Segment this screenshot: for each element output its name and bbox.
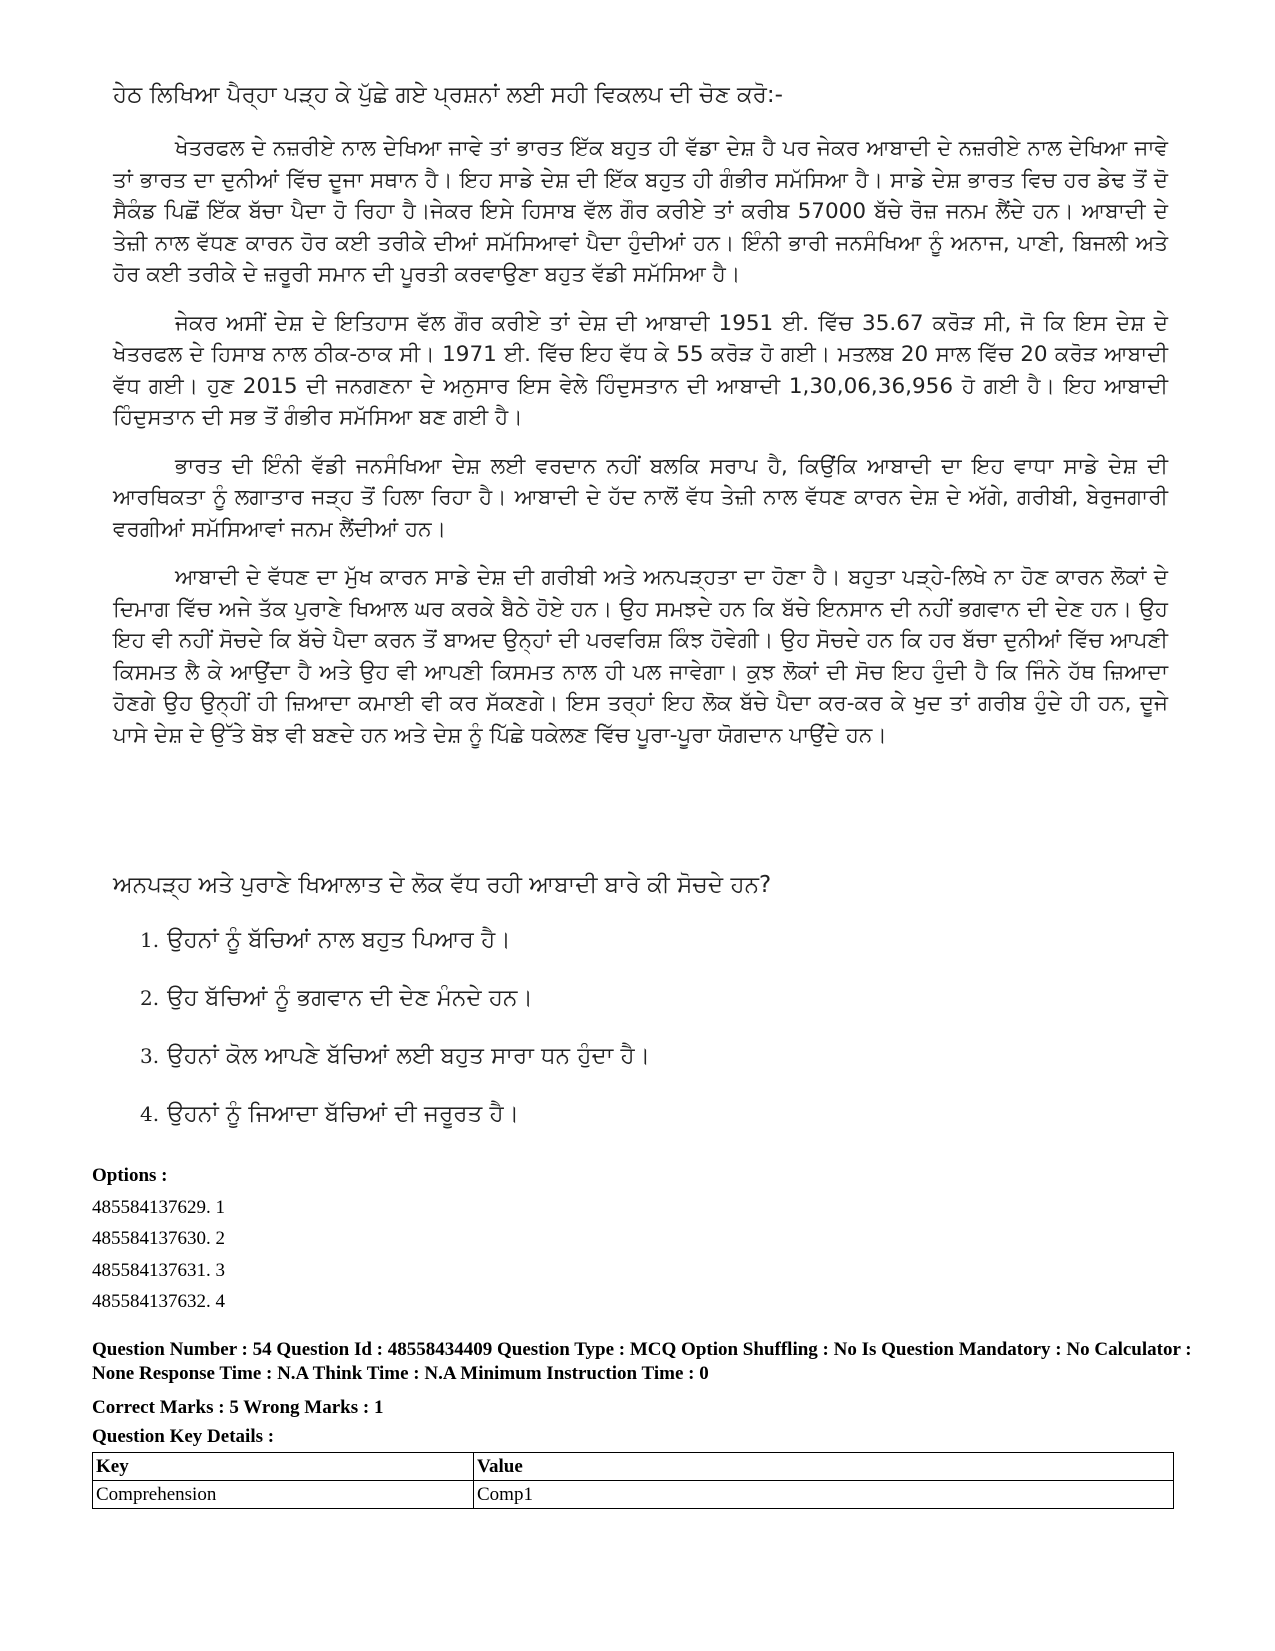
question-text: ਅਨਪੜ੍ਹ ਅਤੇ ਪੁਰਾਣੇ ਖਿਆਲਾਤ ਦੇ ਲੋਕ ਵੱਧ ਰਹੀ ਆਬਾਦੀ ਬਾਰੇ ਕੀ ਸੋਚਦੇ ਹਨ?: [113, 872, 772, 898]
options-block: [92, 1160, 225, 1318]
choice-item: [140, 983, 650, 1041]
instruction-text: ਹੇਠ ਲਿਖਿਆ ਪੈਰ੍ਹਾ ਪੜ੍ਹ ਕੇ ਪੁੱਛੇ ਗਏ ਪ੍ਰਸ਼ਨਾਂ ਲਈ ਸਹੀ ਵਿਕਲਪ ਦੀ ਚੋਣ ਕਰੋ:-: [113, 82, 783, 108]
choice-item: [140, 1041, 650, 1099]
choice-text: ਉਹਨਾਂ ਨੂੰ ਜਿਆਦਾ ਬੱਚਿਆਂ ਦੀ ਜਰੂਰਤ ਹੈ।: [167, 1101, 520, 1127]
marks-info: Correct Marks : 5 Wrong Marks : 1: [92, 1397, 384, 1418]
passage-paragraph-2: ਜੇਕਰ ਅਸੀਂ ਦੇਸ਼ ਦੇ ਇਤਿਹਾਸ ਵੱਲ ਗੌਰ ਕਰੀਏ ਤਾਂ ਦੇਸ਼ ਦੀ ਆਬਾਦੀ 1951 ਈ. ਵਿੱਚ 35.67 ਕਰੋੜ ਸੀ, ਜੋ ਕਿ ਇਸ ਦੇਸ਼ ਦੇ ਖੇਤਰਫਲ ਦੇ ਹਿਸਾਬ ਨਾਲ ਠੀਕ-ਠਾਕ ਸੀ। 1971 ਈ. ਵਿੱਚ ਇਹ ਵੱਧ ਕੇ 55 ਕਰੋੜ ਹੋ ਗਈ। ਮਤਲਬ 20 ਸਾਲ ਵਿੱਚ 20 ਕਰੋੜ ਆਬਾਦੀ ਵੱਧ ਗਈ। ਹੁਣ 2015 ਦੀ ਜਨਗਣਨਾ ਦੇ ਅਨੁਸਾਰ ਇਸ ਵੇਲੇ ਹਿੰਦੁਸਤਾਨ ਦੀ ਆਬਾਦੀ 1,30,06,36,956 ਹੋ ਗਈ ਹੈ। ਇਹ ਆਬਾਦੀ ਹਿੰਦੁਸਤਾਨ ਦੀ ਸਭ ਤੋਂ ਗੰਭੀਰ ਸਮੱਸਿਆ ਬਣ ਗਈ ਹੈ।: [113, 310, 1168, 430]
choice-number: 2.: [140, 986, 160, 1010]
table-header-row: [93, 1453, 1174, 1481]
header-key: Key: [93, 1453, 474, 1481]
key-details-label: Question Key Details :: [92, 1426, 275, 1447]
choice-number: 3.: [140, 1044, 160, 1068]
choice-number: 4.: [140, 1102, 160, 1126]
passage-paragraph-3: ਭਾਰਤ ਦੀ ਇੰਨੀ ਵੱਡੀ ਜਨਸੰਖਿਆ ਦੇਸ਼ ਲਈ ਵਰਦਾਨ ਨਹੀਂ ਬਲਕਿ ਸਰਾਪ ਹੈ, ਕਿਉਂਕਿ ਆਬਾਦੀ ਦਾ ਇਹ ਵਾਧਾ ਸਾਡੇ ਦੇਸ਼ ਦੀ ਆਰਥਿਕਤਾ ਨੂੰ ਲਗਾਤਾਰ ਜੜ੍ਹ ਤੋਂ ਹਿਲਾ ਰਿਹਾ ਹੈ। ਆਬਾਦੀ ਦੇ ਹੱਦ ਨਾਲੋਂ ਵੱਧ ਤੇਜ਼ੀ ਨਾਲ ਵੱਧਣ ਕਾਰਨ ਦੇਸ਼ ਦੇ ਅੱਗੇ, ਗਰੀਬੀ, ਬੇਰੁਜਗਾਰੀ ਵਰਗੀਆਂ ਸਮੱਸਿਆਵਾਂ ਜਨਮ ਲੈਂਦੀਆਂ ਹਨ।: [113, 453, 1168, 542]
answer-choices: [140, 925, 650, 1157]
header-value: Value: [474, 1453, 1174, 1481]
choice-item: [140, 1099, 650, 1157]
passage-paragraph-1: ਖੇਤਰਫਲ ਦੇ ਨਜ਼ਰੀਏ ਨਾਲ ਦੇਖਿਆ ਜਾਵੇ ਤਾਂ ਭਾਰਤ ਇੱਕ ਬਹੁਤ ਹੀ ਵੱਡਾ ਦੇਸ਼ ਹੈ ਪਰ ਜੇਕਰ ਆਬਾਦੀ ਦੇ ਨਜ਼ਰੀਏ ਨਾਲ ਦੇਖਿਆ ਜਾਵੇ ਤਾਂ ਭਾਰਤ ਦਾ ਦੁਨੀਆਂ ਵਿੱਚ ਦੂਜਾ ਸਥਾਨ ਹੈ। ਇਹ ਸਾਡੇ ਦੇਸ਼ ਦੀ ਇੱਕ ਬਹੁਤ ਹੀ ਗੰਭੀਰ ਸਮੱਸਿਆ ਹੈ। ਸਾਡੇ ਦੇਸ਼ ਭਾਰਤ ਵਿਚ ਹਰ ਡੇਢ ਤੋਂ ਦੋ ਸੈਕੰਡ ਪਿਛੋਂ ਇੱਕ ਬੱਚਾ ਪੈਦਾ ਹੋ ਰਿਹਾ ਹੈ।ਜੇਕਰ ਇਸੇ ਹਿਸਾਬ ਵੱਲ ਗੌਰ ਕਰੀਏ ਤਾਂ ਕਰੀਬ 57000 ਬੱਚੇ ਰੋਜ਼ ਜਨਮ ਲੈਂਦੇ ਹਨ। ਆਬਾਦੀ ਦੇ ਤੇਜ਼ੀ ਨਾਲ ਵੱਧਣ ਕਾਰਨ ਹੋਰ ਕਈ ਤਰੀਕੇ ਦੀਆਂ ਸਮੱਸਿਆਵਾਂ ਪੈਦਾ ਹੁੰਦੀਆਂ ਹਨ। ਇੰਨੀ ਭਾਰੀ ਜਨਸੰਖਿਆ ਨੂੰ ਅਨਾਜ, ਪਾਣੀ, ਬਿਜਲੀ ਅਤੇ ਹੋਰ ਕਈ ਤਰੀਕੇ ਦੇ ਜ਼ਰੂਰੀ ਸਮਾਨ ਦੀ ਪੂਰਤੀ ਕਰਵਾਉਣਾ ਬਹੁਤ ਵੱਡੀ ਸਮੱਸਿਆ ਹੈ।: [113, 136, 1168, 287]
table-row: [93, 1481, 1174, 1509]
options-label: Options :: [92, 1165, 168, 1186]
choice-item: [140, 925, 650, 983]
option-id-item: 485584137630. 2: [92, 1228, 225, 1249]
key-details-table: [92, 1452, 1174, 1509]
option-id-item: 485584137631. 3: [92, 1259, 225, 1281]
choice-number: 1.: [140, 928, 160, 952]
question-info: Question Number : 54 Question Id : 48558434409 Question Type : MCQ Option Shuffling : No Is Question Mandatory : No Calculator : None Response Time : N.A Think Time : N.A Minimum Instruction Time : 0: [92, 1339, 1192, 1384]
passage-paragraph-4: ਆਬਾਦੀ ਦੇ ਵੱਧਣ ਦਾ ਮੁੱਖ ਕਾਰਨ ਸਾਡੇ ਦੇਸ਼ ਦੀ ਗਰੀਬੀ ਅਤੇ ਅਨਪੜ੍ਹਤਾ ਦਾ ਹੋਣਾ ਹੈ। ਬਹੁਤਾ ਪੜ੍ਹੇ-ਲਿਖੇ ਨਾ ਹੋਣ ਕਾਰਨ ਲੋਕਾਂ ਦੇ ਦਿਮਾਗ ਵਿੱਚ ਅਜੇ ਤੱਕ ਪੁਰਾਣੇ ਖਿਆਲ ਘਰ ਕਰਕੇ ਬੈਠੇ ਹੋਏ ਹਨ। ਉਹ ਸਮਝਦੇ ਹਨ ਕਿ ਬੱਚੇ ਇਨਸਾਨ ਦੀ ਨਹੀਂ ਭਗਵਾਨ ਦੀ ਦੇਣ ਹਨ। ਉਹ ਇਹ ਵੀ ਨਹੀਂ ਸੋਚਦੇ ਕਿ ਬੱਚੇ ਪੈਦਾ ਕਰਨ ਤੋਂ ਬਾਅਦ ਉਨ੍ਹਾਂ ਦੀ ਪਰਵਰਿਸ਼ ਕਿੰਝ ਹੋਵੇਗੀ। ਉਹ ਸੋਚਦੇ ਹਨ ਕਿ ਹਰ ਬੱਚਾ ਦੁਨੀਆਂ ਵਿੱਚ ਆਪਣੀ ਕਿਸਮਤ ਲੈ ਕੇ ਆਉਂਦਾ ਹੈ ਅਤੇ ਉਹ ਵੀ ਆਪਣੀ ਕਿਸਮਤ ਨਾਲ ਹੀ ਪਲ ਜਾਵੇਗਾ। ਕੁਝ ਲੋਕਾਂ ਦੀ ਸੋਚ ਇਹ ਹੁੰਦੀ ਹੈ ਕਿ ਜਿੰਨੇ ਹੱਥ ਜ਼ਿਆਦਾ ਹੋਣਗੇ ਉਹ ਉਨ੍ਹੀਂ ਹੀ ਜ਼ਿਆਦਾ ਕਮਾਈ ਵੀ ਕਰ ਸੱਕਣਗੇ। ਇਸ ਤਰ੍ਹਾਂ ਇਹ ਲੋਕ ਬੱਚੇ ਪੈਦਾ ਕਰ-ਕਰ ਕੇ ਖੁਦ ਤਾਂ ਗਰੀਬ ਹੁੰਦੇ ਹੀ ਹਨ, ਦੂਜੇ ਪਾਸੇ ਦੇਸ਼ ਦੇ ਉੱਤੇ ਬੋਝ ਵੀ ਬਣਦੇ ਹਨ ਅਤੇ ਦੇਸ਼ ਨੂੰ ਪਿੱਛੇ ਧਕੇਲਣ ਵਿੱਚ ਪੂਰਾ-ਪੂਰਾ ਯੋਗਦਾਨ ਪਾਉਂਦੇ ਹਨ।: [113, 565, 1168, 748]
option-id-item: 485584137632. 4: [92, 1291, 225, 1312]
cell-value: Comp1: [474, 1481, 1174, 1509]
choice-text: ਉਹਨਾਂ ਕੋਲ ਆਪਣੇ ਬੱਚਿਆਂ ਲਈ ਬਹੁਤ ਸਾਰਾ ਧਨ ਹੁੰਦਾ ਹੈ।: [167, 1043, 651, 1069]
cell-key: Comprehension: [93, 1481, 474, 1509]
option-id-item: 485584137629. 1: [92, 1196, 225, 1218]
choice-text: ਉਹਨਾਂ ਨੂੰ ਬੱਚਿਆਂ ਨਾਲ ਬਹੁਤ ਪਿਆਰ ਹੈ।: [167, 927, 511, 953]
comprehension-passage: [113, 133, 1168, 768]
choice-text: ਉਹ ਬੱਚਿਆਂ ਨੂੰ ਭਗਵਾਨ ਦੀ ਦੇਣ ਮੰਨਦੇ ਹਨ।: [167, 985, 533, 1011]
